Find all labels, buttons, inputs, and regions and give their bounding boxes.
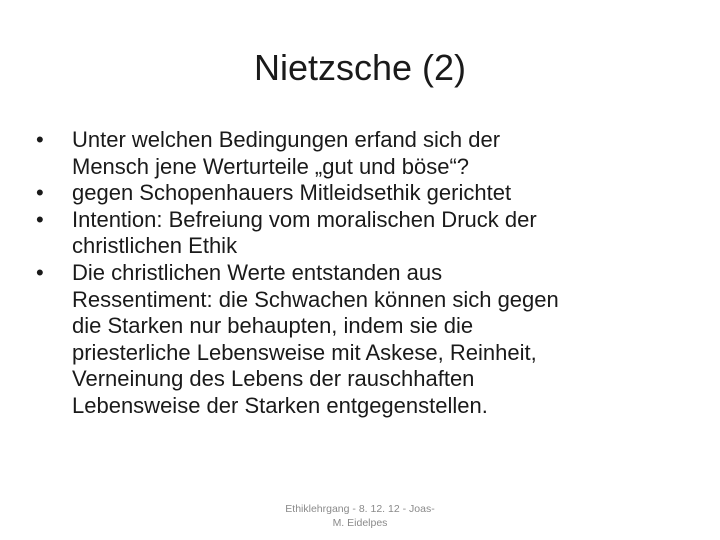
slide-title: Nietzsche (2) [253,47,467,88]
bullet-line: priesterliche Lebensweise mit Askese, Reinheit, [72,339,537,365]
bullet-line: Die christlichen Werte entstanden aus [72,259,443,285]
bullet-marker: • [36,259,44,285]
bullet-marker: • [36,180,44,206]
bullet-item-3 [36,207,676,260]
bullet-line: christlichen Ethik [72,233,238,259]
bullet-line: Intention: Befreiung vom moralischen Druck der [72,206,537,232]
bullet-line: gegen Schopenhauers Mitleidsethik gerichtet [72,180,512,206]
bullet-marker: • [36,206,44,232]
bullet-marker: • [36,127,44,152]
bullet-line: Verneinung des Lebens der rauschhaften [72,366,475,392]
footer-line: M. Eidelpes [332,517,388,529]
bullet-item-1 [36,127,676,180]
footer-line: Ethiklehrgang - 8. 12. 12 - Joas- [285,503,435,515]
bullet-line: die Starken nur behaupten, indem sie die [72,313,474,339]
bullet-item-2 [36,180,676,207]
bullet-line: Mensch jene Werturteile „gut und böse“? [72,153,470,179]
bullet-line: Unter welchen Bedingungen erfand sich der [72,127,501,152]
bullet-item-4 [36,260,676,420]
bullet-line: Ressentiment: die Schwachen können sich gegen [72,286,559,312]
slide-footer [260,502,460,530]
bullet-list [36,127,676,420]
bullet-line: Lebensweise der Starken entgegenstellen. [72,392,488,418]
